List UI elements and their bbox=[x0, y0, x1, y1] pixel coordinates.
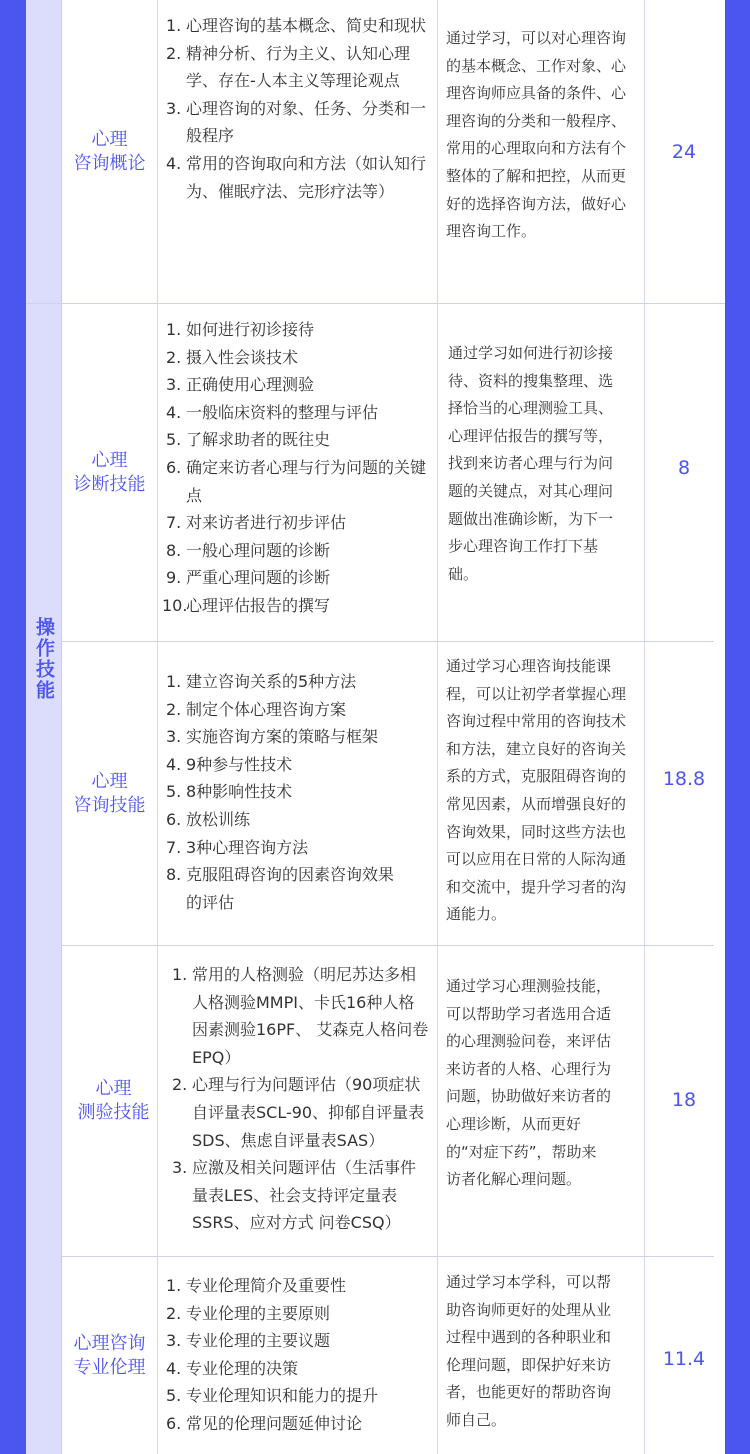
list-item: 5. 8种影响性技术 bbox=[166, 782, 293, 802]
course-description: 通过学习心理咨询技能课程，可以让初学者掌握心理咨询过程中常用的咨询技术和方法，建立良好的咨询关系的方式，克服阻碍咨询的常见因素，从而增强良好的咨询效果，同时这些方法也可以应用在日常的人际沟通和交流中，提升学习者的沟通能力。 bbox=[446, 657, 627, 924]
list-item: 6. 确定来访者心理与行为问题的关键点 bbox=[166, 457, 427, 505]
list-item: 2. 精神分析、行为主义、认知心理学、存在-人本主义等理论观点 bbox=[166, 43, 411, 91]
list-item: 10. 心理评估报告的撰写 bbox=[162, 595, 331, 615]
course-hours: 11.4 bbox=[662, 1348, 706, 1370]
course-hours: 18.8 bbox=[662, 768, 706, 790]
course-name: 心理 诊断技能 bbox=[73, 449, 146, 495]
row-divider bbox=[62, 641, 714, 642]
course-topic-list bbox=[162, 668, 394, 916]
list-item: 2. 专业伦理的主要原则 bbox=[166, 1303, 331, 1323]
category-label: 操作技能 bbox=[33, 617, 55, 701]
list-item: 5. 了解求助者的既往史 bbox=[166, 430, 331, 450]
category-cell-blank bbox=[26, 0, 62, 303]
list-item: 1. 如何进行初诊接待 bbox=[166, 320, 315, 339]
list-item: 5. 专业伦理知识和能力的提升 bbox=[166, 1386, 379, 1406]
list-item: 2. 心理与行为问题评估（90项症状自评量表SCL-90、抑郁自评量表SDS、焦虑自评量表SAS） bbox=[172, 1075, 425, 1150]
course-description: 通过学习，可以对心理咨询的基本概念、工作对象、心理咨询师应具备的条件、心理咨询的分类和一般程序、常用的心理取向和方法有个整体的了解和把控，从而更好的选择咨询方法，做好心理咨询工作。 bbox=[446, 29, 627, 241]
list-item: 7. 对来访者进行初步评估 bbox=[166, 513, 347, 533]
row-divider bbox=[62, 1256, 714, 1257]
list-item: 6. 放松训练 bbox=[166, 809, 251, 829]
course-hours: 18 bbox=[671, 1089, 697, 1111]
course-topic-list bbox=[162, 1272, 432, 1438]
course-name: 心理咨询 专业伦理 bbox=[73, 1332, 146, 1378]
list-item: 3. 专业伦理的主要议题 bbox=[166, 1331, 331, 1351]
column-divider bbox=[437, 0, 438, 1454]
list-item: 2. 摄入性会谈技术 bbox=[166, 347, 299, 367]
list-item: 8. 一般心理问题的诊断 bbox=[166, 540, 331, 560]
course-name: 心理 咨询概论 bbox=[73, 128, 146, 174]
list-item: 1. 常用的人格测验（明尼苏达多相人格测验MMPI、卡氏16种人格因素测验16PF、 艾森克人格问卷 EPQ） bbox=[172, 965, 429, 1067]
list-item: 7. 3种心理咨询方法 bbox=[166, 837, 309, 857]
list-item: 4. 常用的咨询取向和方法（如认知行为、催眠疗法、完形疗法等） bbox=[166, 153, 427, 201]
course-topic-list bbox=[162, 12, 432, 205]
list-item: 4. 9种参与性技术 bbox=[166, 754, 293, 774]
list-item: 3. 正确使用心理测验 bbox=[166, 375, 315, 395]
list-item: 8. 克服阻碍咨询的因素咨询效果的评估 bbox=[166, 865, 395, 912]
list-item: 2. 制定个体心理咨询方案 bbox=[166, 699, 347, 719]
list-item: 4. 一般临床资料的整理与评估 bbox=[166, 402, 379, 422]
column-divider bbox=[644, 0, 645, 1454]
course-topic-list bbox=[168, 961, 430, 1237]
course-description: 通过学习心理测验技能，可以帮助学习者选用合适的心理测验问卷，来评估来访者的人格、心理行为问题，协助做好来访者的心理诊断，从而更好的“对症下药”，帮助来访者化解心理问题。 bbox=[446, 977, 612, 1189]
list-item: 9. 严重心理问题的诊断 bbox=[166, 568, 331, 588]
course-description: 通过学习本学科，可以帮助咨询师更好的处理从业过程中遇到的各种职业和伦理问题，即保护好来访者，也能更好的帮助咨询师自己。 bbox=[446, 1273, 612, 1429]
list-item: 6. 常见的伦理问题延伸讨论 bbox=[166, 1413, 363, 1433]
list-item: 3. 应激及相关问题评估（生活事件量表LES、社会支持评定量表SSRS、应对方式 问卷CSQ） bbox=[172, 1158, 417, 1233]
list-item: 1. 建立咨询关系的5种方法 bbox=[166, 672, 357, 691]
course-name: 心理 咨询技能 bbox=[73, 770, 146, 816]
course-name: 心理 测验技能 bbox=[77, 1078, 150, 1123]
list-item: 3. 实施咨询方案的策略与框架 bbox=[166, 727, 379, 747]
list-item: 3. 心理咨询的对象、任务、分类和一般程序 bbox=[166, 98, 427, 146]
course-topic-list bbox=[162, 316, 432, 620]
category-cell-operation-skills bbox=[26, 304, 62, 1454]
list-item: 1. 心理咨询的基本概念、简史和现状 bbox=[166, 16, 427, 35]
list-item: 1. 专业伦理简介及重要性 bbox=[166, 1276, 347, 1295]
course-description: 通过学习如何进行初诊接待、资料的搜集整理、选择恰当的心理测验工具、心理评估报告的撰写等，找到来访者心理与行为问题的关键点，对其心理问题做出准确诊断，为下一步心理咨询工作打下基础。 bbox=[448, 344, 614, 583]
course-hours: 8 bbox=[677, 457, 691, 479]
course-hours: 24 bbox=[671, 141, 697, 163]
list-item: 4. 专业伦理的决策 bbox=[166, 1358, 299, 1378]
